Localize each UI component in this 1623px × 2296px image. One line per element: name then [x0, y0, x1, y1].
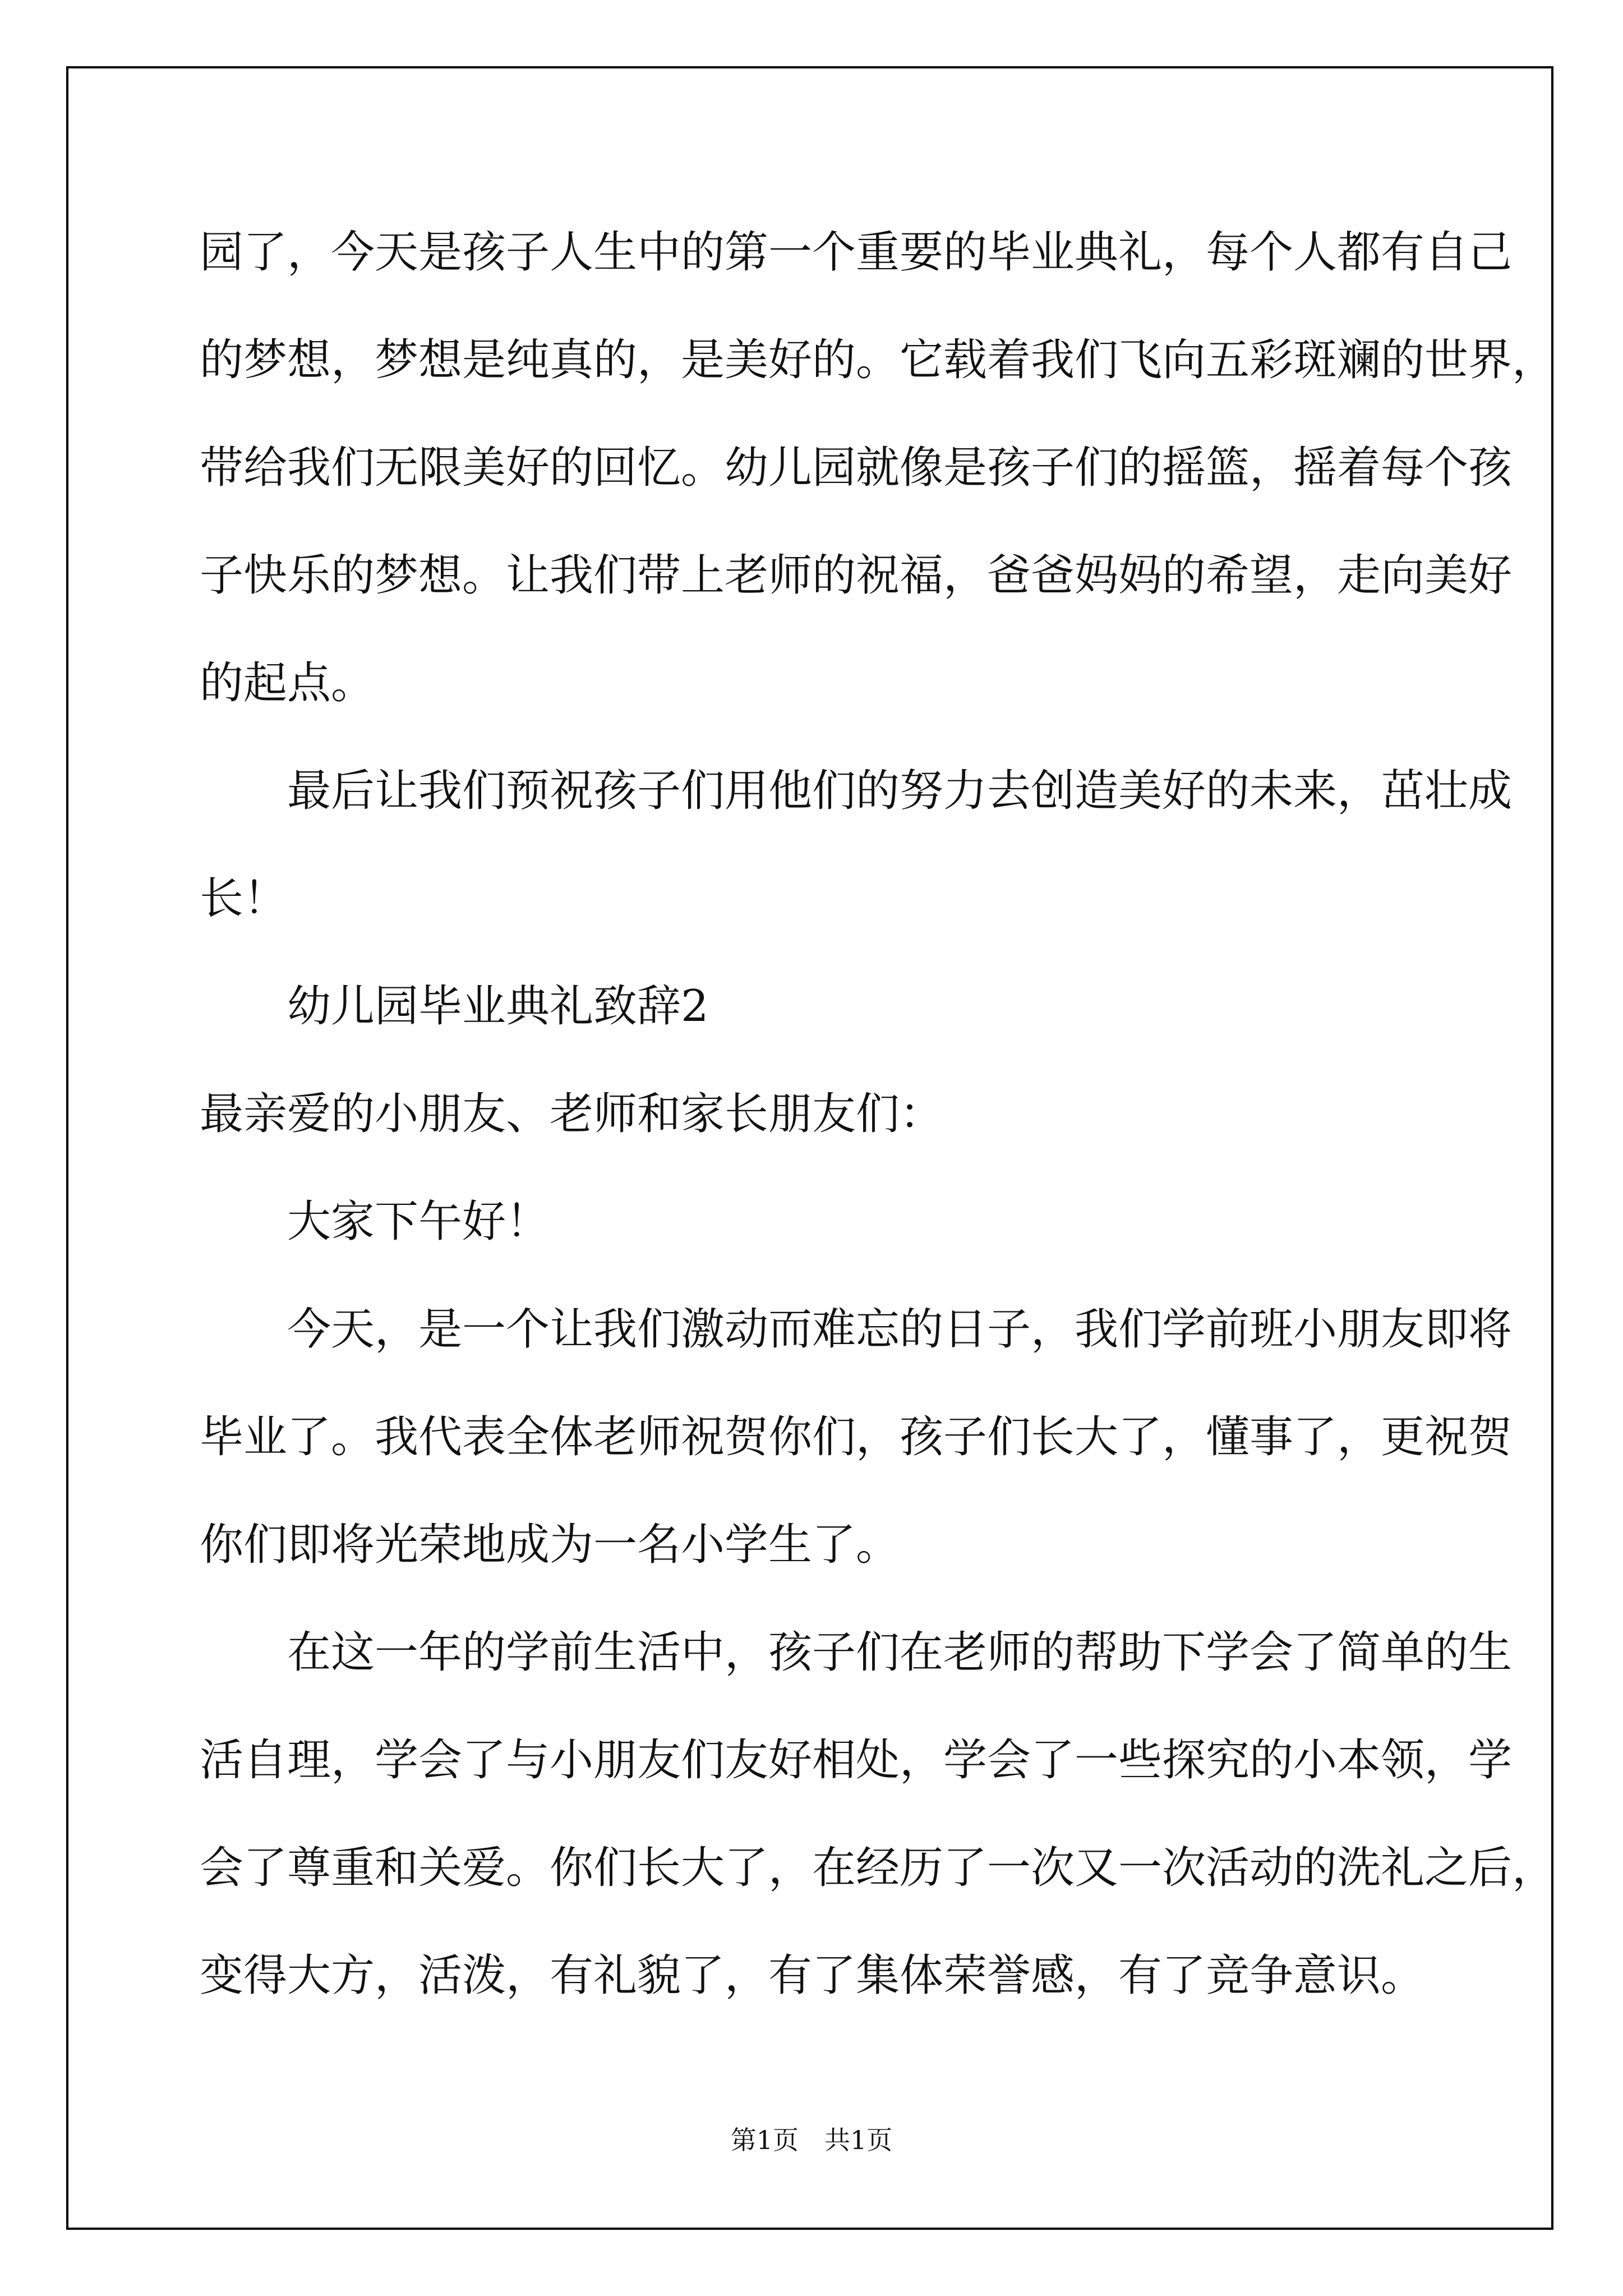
text-line: 今天，是一个让我们激动而难忘的日子，我们学前班小朋友即将: [287, 1304, 1513, 1355]
text-line: 活自理，学会了与小朋友们友好相处，学会了一些探究的小本领，学: [200, 1735, 1513, 1786]
text-line: 最后让我们预祝孩子们用他们的努力去创造美好的未来，茁壮成: [287, 766, 1513, 816]
text-line: 的起点。: [200, 658, 375, 708]
text-line: 你们即将光荣地成为一名小学生了。: [200, 1520, 900, 1570]
page-number-footer: 第1页 共1页: [730, 2125, 893, 2155]
greeting: 大家下午好！: [287, 1197, 550, 1247]
text-line: 变得大方，活泼，有礼貌了，有了集体荣誉感，有了竞争意识。: [200, 1950, 1425, 2001]
text-line: 在这一年的学前生活中，孩子们在老师的帮助下学会了简单的生: [287, 1627, 1513, 1678]
salutation: 最亲爱的小朋友、老师和家长朋友们：: [200, 1089, 944, 1139]
text-line: 带给我们无限美好的回忆。幼儿园就像是孩子们的摇篮，摇着每个孩: [200, 443, 1513, 493]
text-line: 长！: [200, 873, 288, 924]
section-heading: 幼儿园毕业典礼致辞2: [287, 981, 709, 1032]
text-line: 会了尊重和关爱。你们长大了，在经历了一次又一次活动的洗礼之后，: [200, 1843, 1556, 1893]
page-border: [66, 66, 1553, 2230]
text-line: 的梦想，梦想是纯真的，是美好的。它载着我们飞向五彩斑斓的世界，: [200, 335, 1556, 385]
text-line: 园了，今天是孩子人生中的第一个重要的毕业典礼，每个人都有自己: [200, 227, 1513, 278]
text-line: 子快乐的梦想。让我们带上老师的祝福，爸爸妈妈的希望，走向美好: [200, 550, 1513, 601]
text-line: 毕业了。我代表全体老师祝贺你们，孩子们长大了，懂事了，更祝贺: [200, 1412, 1513, 1462]
